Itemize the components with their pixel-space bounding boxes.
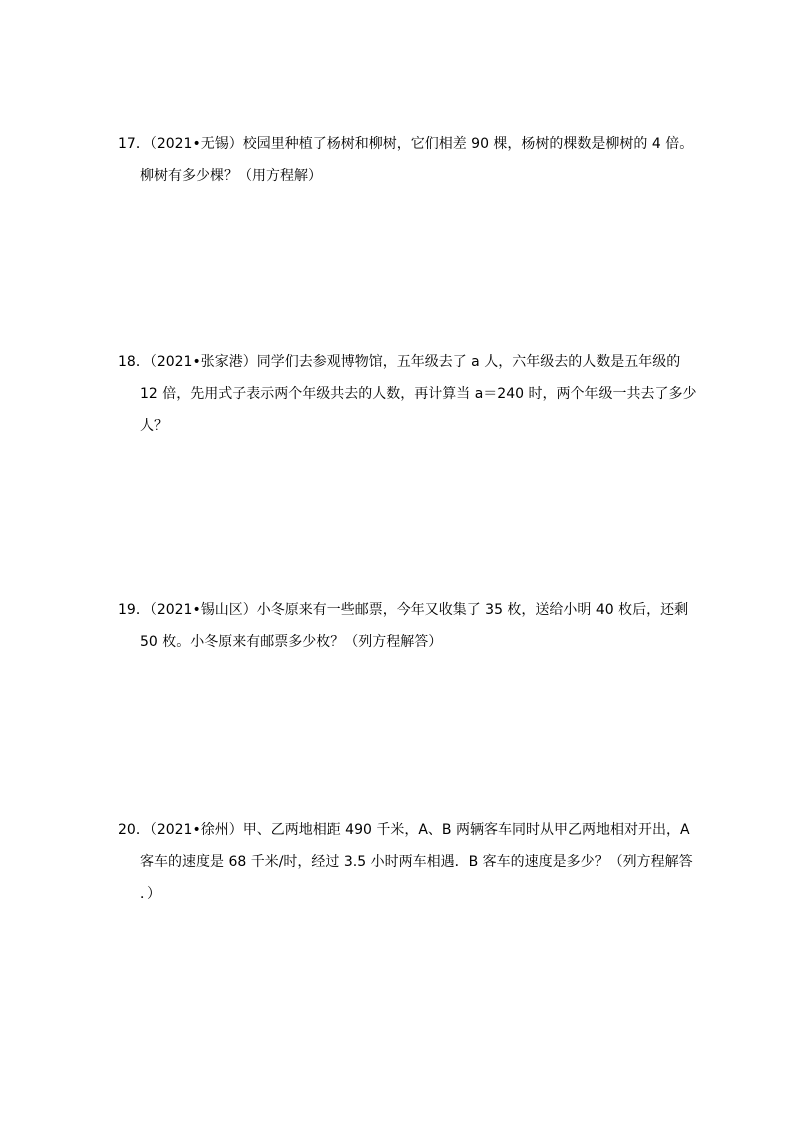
problem-20-line-1 — [118, 820, 690, 840]
problem-text: 校园里种植了杨树和柳树，它们相差 90 棵，杨树的棵数是柳树的 4 倍。 — [242, 136, 694, 152]
problem-number: 18． — [118, 354, 150, 370]
problem-number: 19． — [118, 602, 150, 618]
problem-number: 20． — [118, 822, 150, 838]
problem-17-line-2: 柳树有多少棵？（用方程解） — [140, 168, 322, 184]
problem-20-line-2: 客车的速度是 68 千米/时，经过 3.5 小时两车相遇．B 客车的速度是多少？（列方程解答 — [140, 854, 693, 870]
problem-18-line-2: 12 倍，先用式子表示两个年级共去的人数，再计算当 a＝240 时，两个年级一共去了多少 — [140, 386, 697, 402]
problem-19-line-1 — [118, 600, 688, 620]
problem-19-line-2: 50 枚。小冬原来有邮票多少枚？（列方程解答） — [140, 634, 443, 650]
problem-17-line-1 — [118, 134, 693, 154]
problem-18-line-3: 人？ — [140, 418, 168, 434]
problem-18-line-1 — [118, 352, 680, 372]
problem-source: （2021•张家港） — [149, 354, 257, 370]
problem-20-line-3: ．） — [140, 886, 161, 902]
problem-text: 甲、乙两地相距 490 千米，A、B 两辆客车同时从甲乙两地相对开出，A — [242, 822, 690, 838]
problem-source: （2021•无锡） — [149, 136, 243, 152]
problem-text: 同学们去参观博物馆，五年级去了 a 人，六年级去的人数是五年级的 — [256, 354, 681, 370]
problem-text: 小冬原来有一些邮票，今年又收集了 35 枚，送给小明 40 枚后，还剩 — [256, 602, 689, 618]
problem-source: （2021•锡山区） — [149, 602, 257, 618]
problem-source: （2021•徐州） — [149, 822, 243, 838]
problem-number: 17． — [118, 136, 150, 152]
